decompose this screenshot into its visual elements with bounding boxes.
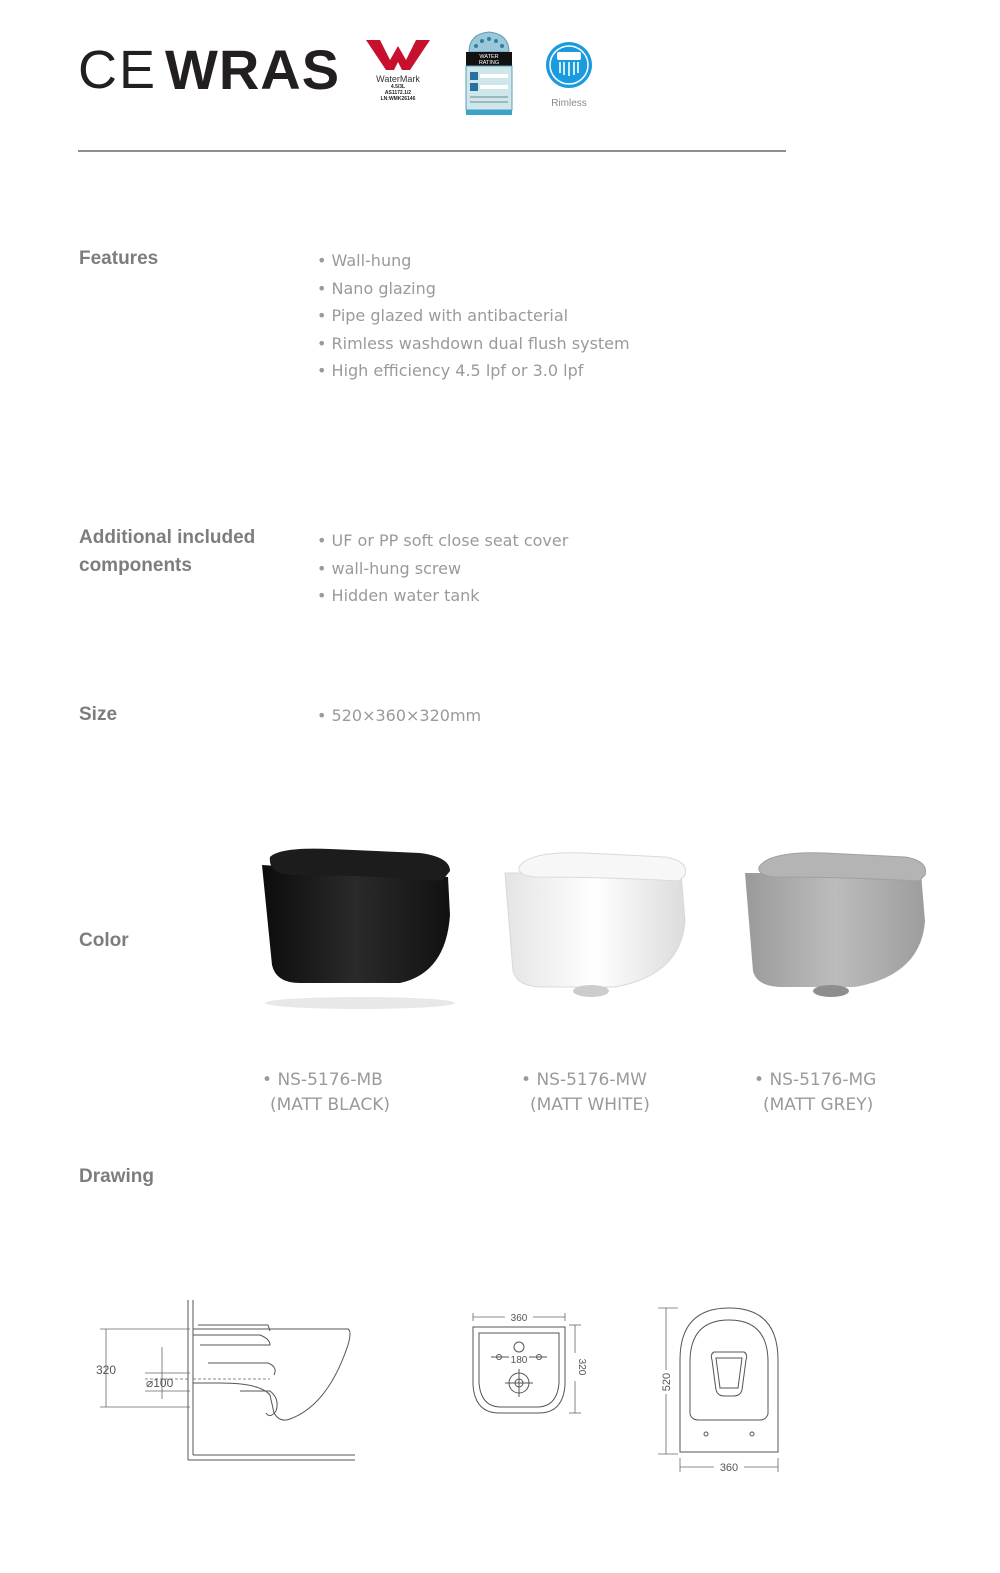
water-rating-line-1: WATER — [479, 54, 499, 60]
side-pipe-dimension: ⌀100 — [146, 1376, 174, 1390]
list-item: • Wall-hung — [317, 247, 630, 275]
watermark-line-3: LN:WMK26146 — [380, 96, 416, 102]
top-bolt-dimension: 180 — [510, 1355, 528, 1366]
top-width-dimension: 360 — [510, 1313, 528, 1324]
list-item: • Nano glazing — [317, 275, 630, 303]
features-list — [317, 247, 630, 385]
toilet-matt-white-image — [495, 845, 695, 1005]
toilet-matt-black-image — [250, 845, 460, 1015]
watermark-line-1: 4.5/3L — [390, 84, 406, 90]
components-label-line-1: Additional included — [79, 527, 256, 548]
components-label-line-2: components — [79, 555, 192, 576]
water-rating-badge — [464, 30, 514, 116]
list-item: • High efficiency 4.5 lpf or 3.0 lpf — [317, 357, 630, 385]
plan-length-dimension: 520 — [661, 1372, 673, 1392]
top-depth-dimension: 320 — [576, 1358, 587, 1376]
toilet-matt-grey-image — [735, 845, 935, 1005]
components-list — [317, 527, 568, 610]
rimless-badge — [544, 40, 594, 109]
variant-code: NS-5176-MW — [536, 1070, 647, 1090]
watermark-line-2: AS1172.1/2 — [384, 90, 412, 96]
header-divider — [78, 150, 786, 152]
list-item: • 520×360×320mm — [317, 702, 481, 730]
components-label — [79, 524, 255, 580]
variant-matt-black — [262, 1068, 390, 1118]
plan-width-dimension: 360 — [719, 1462, 739, 1474]
color-label: Color — [79, 930, 129, 951]
drawing-label: Drawing — [79, 1166, 154, 1187]
variant-name: (MATT WHITE) — [530, 1095, 650, 1115]
rimless-icon — [544, 40, 594, 90]
variant-name: (MATT GREY) — [763, 1095, 874, 1115]
rimless-label: Rimless — [551, 98, 587, 109]
side-height-dimension: 320 — [96, 1363, 117, 1377]
ce-mark-logo: CE — [78, 40, 158, 100]
variant-matt-white — [521, 1068, 650, 1118]
size-label: Size — [79, 704, 118, 725]
features-label: Features — [79, 248, 159, 269]
list-item: • UF or PP soft close seat cover — [317, 527, 568, 555]
variant-code: NS-5176-MB — [277, 1070, 383, 1090]
plan-view-drawing — [650, 1302, 790, 1477]
list-item: • Rimless washdown dual flush system — [317, 330, 630, 358]
variant-matt-grey — [754, 1068, 876, 1118]
list-item: • Pipe glazed with antibacterial — [317, 302, 630, 330]
watermark-title: WaterMark — [376, 74, 420, 84]
variant-code: NS-5176-MG — [769, 1070, 877, 1090]
side-view-drawing — [90, 1295, 360, 1470]
list-item: • Hidden water tank — [317, 582, 568, 610]
water-rating-line-2: RATING — [478, 60, 500, 66]
wras-logo: WRAS — [165, 38, 341, 101]
top-view-drawing — [465, 1305, 590, 1425]
size-list — [317, 702, 481, 730]
variant-name: (MATT BLACK) — [270, 1095, 390, 1115]
list-item: • wall-hung screw — [317, 555, 568, 583]
watermark-w-icon — [362, 38, 434, 72]
watermark-badge — [362, 38, 434, 110]
